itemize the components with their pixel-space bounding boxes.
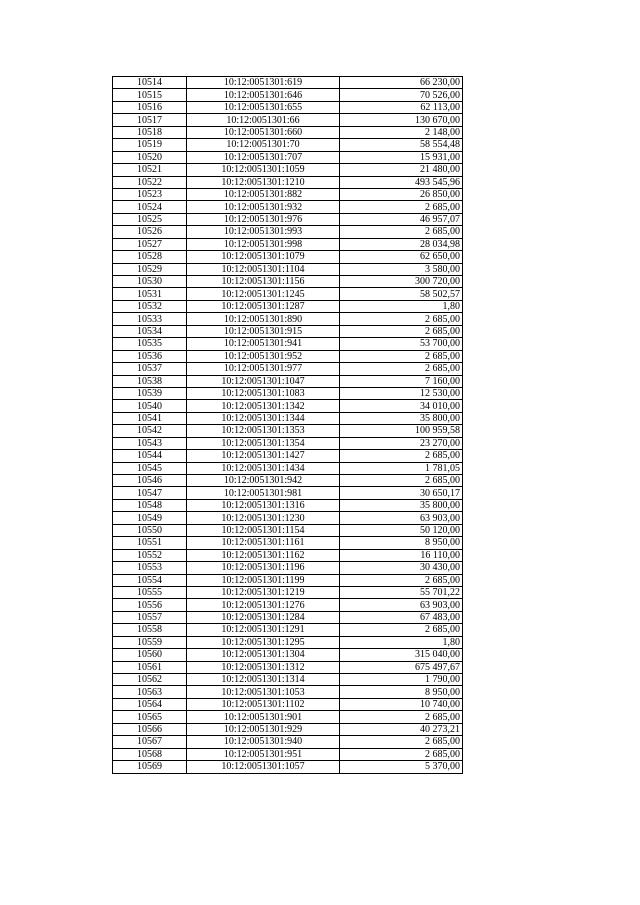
cadastral-number-cell: 10:12:0051301:942 bbox=[187, 475, 340, 487]
value-cell: 10 740,00 bbox=[340, 698, 463, 710]
table-row bbox=[113, 698, 463, 710]
value-cell: 2 685,00 bbox=[340, 363, 463, 375]
row-number-cell: 10546 bbox=[113, 475, 187, 487]
row-number-cell: 10567 bbox=[113, 736, 187, 748]
row-number-cell: 10534 bbox=[113, 325, 187, 337]
row-number-cell: 10547 bbox=[113, 487, 187, 499]
cadastral-number-cell: 10:12:0051301:1312 bbox=[187, 661, 340, 673]
table-row bbox=[113, 387, 463, 399]
value-cell: 58 502,57 bbox=[340, 288, 463, 300]
cadastral-number-cell: 10:12:0051301:941 bbox=[187, 338, 340, 350]
cadastral-number-cell: 10:12:0051301:1353 bbox=[187, 425, 340, 437]
value-cell: 2 148,00 bbox=[340, 126, 463, 138]
value-cell: 16 110,00 bbox=[340, 549, 463, 561]
value-cell: 40 273,21 bbox=[340, 723, 463, 735]
cadastral-number-cell: 10:12:0051301:1354 bbox=[187, 437, 340, 449]
value-cell: 62 650,00 bbox=[340, 251, 463, 263]
table-row bbox=[113, 661, 463, 673]
value-cell: 5 370,00 bbox=[340, 761, 463, 773]
row-number-cell: 10523 bbox=[113, 188, 187, 200]
value-cell: 300 720,00 bbox=[340, 276, 463, 288]
table-row bbox=[113, 537, 463, 549]
cadastral-number-cell: 10:12:0051301:1219 bbox=[187, 586, 340, 598]
value-cell: 2 685,00 bbox=[340, 226, 463, 238]
table-row bbox=[113, 201, 463, 213]
value-cell: 1,80 bbox=[340, 300, 463, 312]
row-number-cell: 10542 bbox=[113, 425, 187, 437]
value-cell: 30 430,00 bbox=[340, 562, 463, 574]
row-number-cell: 10532 bbox=[113, 300, 187, 312]
cadastral-number-cell: 10:12:0051301:1199 bbox=[187, 574, 340, 586]
cadastral-number-cell: 10:12:0051301:1059 bbox=[187, 164, 340, 176]
table-row bbox=[113, 350, 463, 362]
table-row bbox=[113, 512, 463, 524]
row-number-cell: 10527 bbox=[113, 238, 187, 250]
row-number-cell: 10557 bbox=[113, 611, 187, 623]
cadastral-number-cell: 10:12:0051301:901 bbox=[187, 711, 340, 723]
cadastral-number-cell: 10:12:0051301:70 bbox=[187, 139, 340, 151]
value-cell: 35 800,00 bbox=[340, 499, 463, 511]
table-row bbox=[113, 524, 463, 536]
cadastral-number-cell: 10:12:0051301:998 bbox=[187, 238, 340, 250]
row-number-cell: 10518 bbox=[113, 126, 187, 138]
value-cell: 1 790,00 bbox=[340, 674, 463, 686]
row-number-cell: 10562 bbox=[113, 674, 187, 686]
table-row bbox=[113, 562, 463, 574]
table-row bbox=[113, 674, 463, 686]
cadastral-number-cell: 10:12:0051301:981 bbox=[187, 487, 340, 499]
table-row bbox=[113, 313, 463, 325]
cadastral-number-cell: 10:12:0051301:993 bbox=[187, 226, 340, 238]
table-row bbox=[113, 761, 463, 773]
value-cell: 2 685,00 bbox=[340, 201, 463, 213]
cadastral-number-cell: 10:12:0051301:929 bbox=[187, 723, 340, 735]
value-cell: 50 120,00 bbox=[340, 524, 463, 536]
value-cell: 62 113,00 bbox=[340, 101, 463, 113]
cadastral-number-cell: 10:12:0051301:932 bbox=[187, 201, 340, 213]
value-cell: 100 959,58 bbox=[340, 425, 463, 437]
table-row bbox=[113, 649, 463, 661]
table-row bbox=[113, 101, 463, 113]
cadastral-number-cell: 10:12:0051301:655 bbox=[187, 101, 340, 113]
cadastral-number-cell: 10:12:0051301:940 bbox=[187, 736, 340, 748]
table-row bbox=[113, 549, 463, 561]
row-number-cell: 10553 bbox=[113, 562, 187, 574]
table-row bbox=[113, 126, 463, 138]
row-number-cell: 10545 bbox=[113, 462, 187, 474]
row-number-cell: 10563 bbox=[113, 686, 187, 698]
table-row bbox=[113, 574, 463, 586]
table-body bbox=[113, 77, 463, 774]
value-cell: 63 903,00 bbox=[340, 599, 463, 611]
table-row bbox=[113, 263, 463, 275]
cadastral-number-cell: 10:12:0051301:1314 bbox=[187, 674, 340, 686]
table-row bbox=[113, 139, 463, 151]
row-number-cell: 10550 bbox=[113, 524, 187, 536]
table-row bbox=[113, 599, 463, 611]
row-number-cell: 10569 bbox=[113, 761, 187, 773]
value-cell: 30 650,17 bbox=[340, 487, 463, 499]
cadastral-number-cell: 10:12:0051301:1316 bbox=[187, 499, 340, 511]
value-cell: 2 685,00 bbox=[340, 574, 463, 586]
row-number-cell: 10541 bbox=[113, 412, 187, 424]
table-row bbox=[113, 288, 463, 300]
table-row bbox=[113, 400, 463, 412]
cadastral-number-cell: 10:12:0051301:1230 bbox=[187, 512, 340, 524]
value-cell: 23 270,00 bbox=[340, 437, 463, 449]
row-number-cell: 10564 bbox=[113, 698, 187, 710]
cadastral-number-cell: 10:12:0051301:1102 bbox=[187, 698, 340, 710]
cadastral-number-cell: 10:12:0051301:915 bbox=[187, 325, 340, 337]
row-number-cell: 10558 bbox=[113, 624, 187, 636]
table-row bbox=[113, 487, 463, 499]
cadastral-number-cell: 10:12:0051301:1210 bbox=[187, 176, 340, 188]
row-number-cell: 10520 bbox=[113, 151, 187, 163]
value-cell: 2 685,00 bbox=[340, 624, 463, 636]
value-cell: 3 580,00 bbox=[340, 263, 463, 275]
row-number-cell: 10521 bbox=[113, 164, 187, 176]
table-row bbox=[113, 363, 463, 375]
table-row bbox=[113, 475, 463, 487]
row-number-cell: 10515 bbox=[113, 89, 187, 101]
table-row bbox=[113, 624, 463, 636]
value-cell: 130 670,00 bbox=[340, 114, 463, 126]
table-row bbox=[113, 338, 463, 350]
row-number-cell: 10556 bbox=[113, 599, 187, 611]
row-number-cell: 10554 bbox=[113, 574, 187, 586]
table-row bbox=[113, 188, 463, 200]
table-row bbox=[113, 450, 463, 462]
table-row bbox=[113, 462, 463, 474]
row-number-cell: 10514 bbox=[113, 77, 187, 89]
cadastral-number-cell: 10:12:0051301:1291 bbox=[187, 624, 340, 636]
row-number-cell: 10536 bbox=[113, 350, 187, 362]
row-number-cell: 10528 bbox=[113, 251, 187, 263]
value-cell: 12 530,00 bbox=[340, 387, 463, 399]
cadastral-number-cell: 10:12:0051301:1154 bbox=[187, 524, 340, 536]
cadastral-number-cell: 10:12:0051301:1434 bbox=[187, 462, 340, 474]
cadastral-number-cell: 10:12:0051301:976 bbox=[187, 213, 340, 225]
value-cell: 2 685,00 bbox=[340, 350, 463, 362]
table-row bbox=[113, 425, 463, 437]
cadastral-number-cell: 10:12:0051301:66 bbox=[187, 114, 340, 126]
cadastral-number-cell: 10:12:0051301:1083 bbox=[187, 387, 340, 399]
row-number-cell: 10530 bbox=[113, 276, 187, 288]
value-cell: 493 545,96 bbox=[340, 176, 463, 188]
cadastral-number-cell: 10:12:0051301:1304 bbox=[187, 649, 340, 661]
table-row bbox=[113, 412, 463, 424]
table-row bbox=[113, 711, 463, 723]
table-row bbox=[113, 226, 463, 238]
cadastral-number-cell: 10:12:0051301:1047 bbox=[187, 375, 340, 387]
table-row bbox=[113, 251, 463, 263]
row-number-cell: 10540 bbox=[113, 400, 187, 412]
row-number-cell: 10549 bbox=[113, 512, 187, 524]
value-cell: 2 685,00 bbox=[340, 736, 463, 748]
cadastral-number-cell: 10:12:0051301:890 bbox=[187, 313, 340, 325]
table-row bbox=[113, 375, 463, 387]
table-row bbox=[113, 748, 463, 760]
value-cell: 2 685,00 bbox=[340, 748, 463, 760]
value-cell: 55 701,22 bbox=[340, 586, 463, 598]
row-number-cell: 10529 bbox=[113, 263, 187, 275]
cadastral-number-cell: 10:12:0051301:1427 bbox=[187, 450, 340, 462]
value-cell: 70 526,00 bbox=[340, 89, 463, 101]
row-number-cell: 10565 bbox=[113, 711, 187, 723]
value-cell: 2 685,00 bbox=[340, 325, 463, 337]
row-number-cell: 10560 bbox=[113, 649, 187, 661]
table-row bbox=[113, 276, 463, 288]
table-row bbox=[113, 89, 463, 101]
table-row bbox=[113, 437, 463, 449]
row-number-cell: 10526 bbox=[113, 226, 187, 238]
row-number-cell: 10531 bbox=[113, 288, 187, 300]
table-row bbox=[113, 213, 463, 225]
row-number-cell: 10548 bbox=[113, 499, 187, 511]
cadastral-number-cell: 10:12:0051301:1276 bbox=[187, 599, 340, 611]
row-number-cell: 10525 bbox=[113, 213, 187, 225]
row-number-cell: 10555 bbox=[113, 586, 187, 598]
value-cell: 8 950,00 bbox=[340, 537, 463, 549]
table-row bbox=[113, 176, 463, 188]
value-cell: 2 685,00 bbox=[340, 711, 463, 723]
row-number-cell: 10544 bbox=[113, 450, 187, 462]
value-cell: 8 950,00 bbox=[340, 686, 463, 698]
value-cell: 53 700,00 bbox=[340, 338, 463, 350]
cadastral-number-cell: 10:12:0051301:707 bbox=[187, 151, 340, 163]
value-cell: 67 483,00 bbox=[340, 611, 463, 623]
cadastral-number-cell: 10:12:0051301:1295 bbox=[187, 636, 340, 648]
value-cell: 15 931,00 bbox=[340, 151, 463, 163]
row-number-cell: 10539 bbox=[113, 387, 187, 399]
value-cell: 21 480,00 bbox=[340, 164, 463, 176]
cadastral-number-cell: 10:12:0051301:1196 bbox=[187, 562, 340, 574]
value-cell: 2 685,00 bbox=[340, 450, 463, 462]
table-row bbox=[113, 723, 463, 735]
row-number-cell: 10538 bbox=[113, 375, 187, 387]
cadastral-number-cell: 10:12:0051301:1284 bbox=[187, 611, 340, 623]
cadastral-number-cell: 10:12:0051301:1156 bbox=[187, 276, 340, 288]
table-row bbox=[113, 77, 463, 89]
value-cell: 7 160,00 bbox=[340, 375, 463, 387]
value-cell: 26 850,00 bbox=[340, 188, 463, 200]
value-cell: 2 685,00 bbox=[340, 475, 463, 487]
cadastral-number-cell: 10:12:0051301:660 bbox=[187, 126, 340, 138]
cadastral-number-cell: 10:12:0051301:882 bbox=[187, 188, 340, 200]
cadastral-number-cell: 10:12:0051301:1245 bbox=[187, 288, 340, 300]
table-row bbox=[113, 238, 463, 250]
row-number-cell: 10552 bbox=[113, 549, 187, 561]
table-row bbox=[113, 300, 463, 312]
table-row bbox=[113, 151, 463, 163]
table-row bbox=[113, 586, 463, 598]
row-number-cell: 10524 bbox=[113, 201, 187, 213]
row-number-cell: 10535 bbox=[113, 338, 187, 350]
cadastral-number-cell: 10:12:0051301:951 bbox=[187, 748, 340, 760]
row-number-cell: 10568 bbox=[113, 748, 187, 760]
table-row bbox=[113, 736, 463, 748]
table-row bbox=[113, 499, 463, 511]
table-row bbox=[113, 611, 463, 623]
value-cell: 34 010,00 bbox=[340, 400, 463, 412]
cadastral-number-cell: 10:12:0051301:977 bbox=[187, 363, 340, 375]
cadastral-number-cell: 10:12:0051301:1053 bbox=[187, 686, 340, 698]
row-number-cell: 10566 bbox=[113, 723, 187, 735]
row-number-cell: 10537 bbox=[113, 363, 187, 375]
value-cell: 675 497,67 bbox=[340, 661, 463, 673]
value-cell: 2 685,00 bbox=[340, 313, 463, 325]
value-cell: 63 903,00 bbox=[340, 512, 463, 524]
row-number-cell: 10561 bbox=[113, 661, 187, 673]
table-row bbox=[113, 114, 463, 126]
cadastral-value-table bbox=[112, 76, 463, 774]
row-number-cell: 10516 bbox=[113, 101, 187, 113]
value-cell: 66 230,00 bbox=[340, 77, 463, 89]
cadastral-number-cell: 10:12:0051301:1344 bbox=[187, 412, 340, 424]
row-number-cell: 10519 bbox=[113, 139, 187, 151]
row-number-cell: 10551 bbox=[113, 537, 187, 549]
table-row bbox=[113, 636, 463, 648]
cadastral-number-cell: 10:12:0051301:619 bbox=[187, 77, 340, 89]
row-number-cell: 10533 bbox=[113, 313, 187, 325]
value-cell: 28 034,98 bbox=[340, 238, 463, 250]
row-number-cell: 10559 bbox=[113, 636, 187, 648]
cadastral-number-cell: 10:12:0051301:1079 bbox=[187, 251, 340, 263]
table-row bbox=[113, 325, 463, 337]
value-cell: 1,80 bbox=[340, 636, 463, 648]
cadastral-number-cell: 10:12:0051301:1342 bbox=[187, 400, 340, 412]
table-row bbox=[113, 164, 463, 176]
row-number-cell: 10517 bbox=[113, 114, 187, 126]
value-cell: 58 554,48 bbox=[340, 139, 463, 151]
table-row bbox=[113, 686, 463, 698]
value-cell: 46 957,07 bbox=[340, 213, 463, 225]
cadastral-number-cell: 10:12:0051301:1057 bbox=[187, 761, 340, 773]
value-cell: 315 040,00 bbox=[340, 649, 463, 661]
cadastral-number-cell: 10:12:0051301:1161 bbox=[187, 537, 340, 549]
cadastral-number-cell: 10:12:0051301:1287 bbox=[187, 300, 340, 312]
cadastral-number-cell: 10:12:0051301:1104 bbox=[187, 263, 340, 275]
cadastral-number-cell: 10:12:0051301:1162 bbox=[187, 549, 340, 561]
value-cell: 35 800,00 bbox=[340, 412, 463, 424]
row-number-cell: 10522 bbox=[113, 176, 187, 188]
cadastral-number-cell: 10:12:0051301:646 bbox=[187, 89, 340, 101]
cadastral-number-cell: 10:12:0051301:952 bbox=[187, 350, 340, 362]
row-number-cell: 10543 bbox=[113, 437, 187, 449]
value-cell: 1 781,05 bbox=[340, 462, 463, 474]
